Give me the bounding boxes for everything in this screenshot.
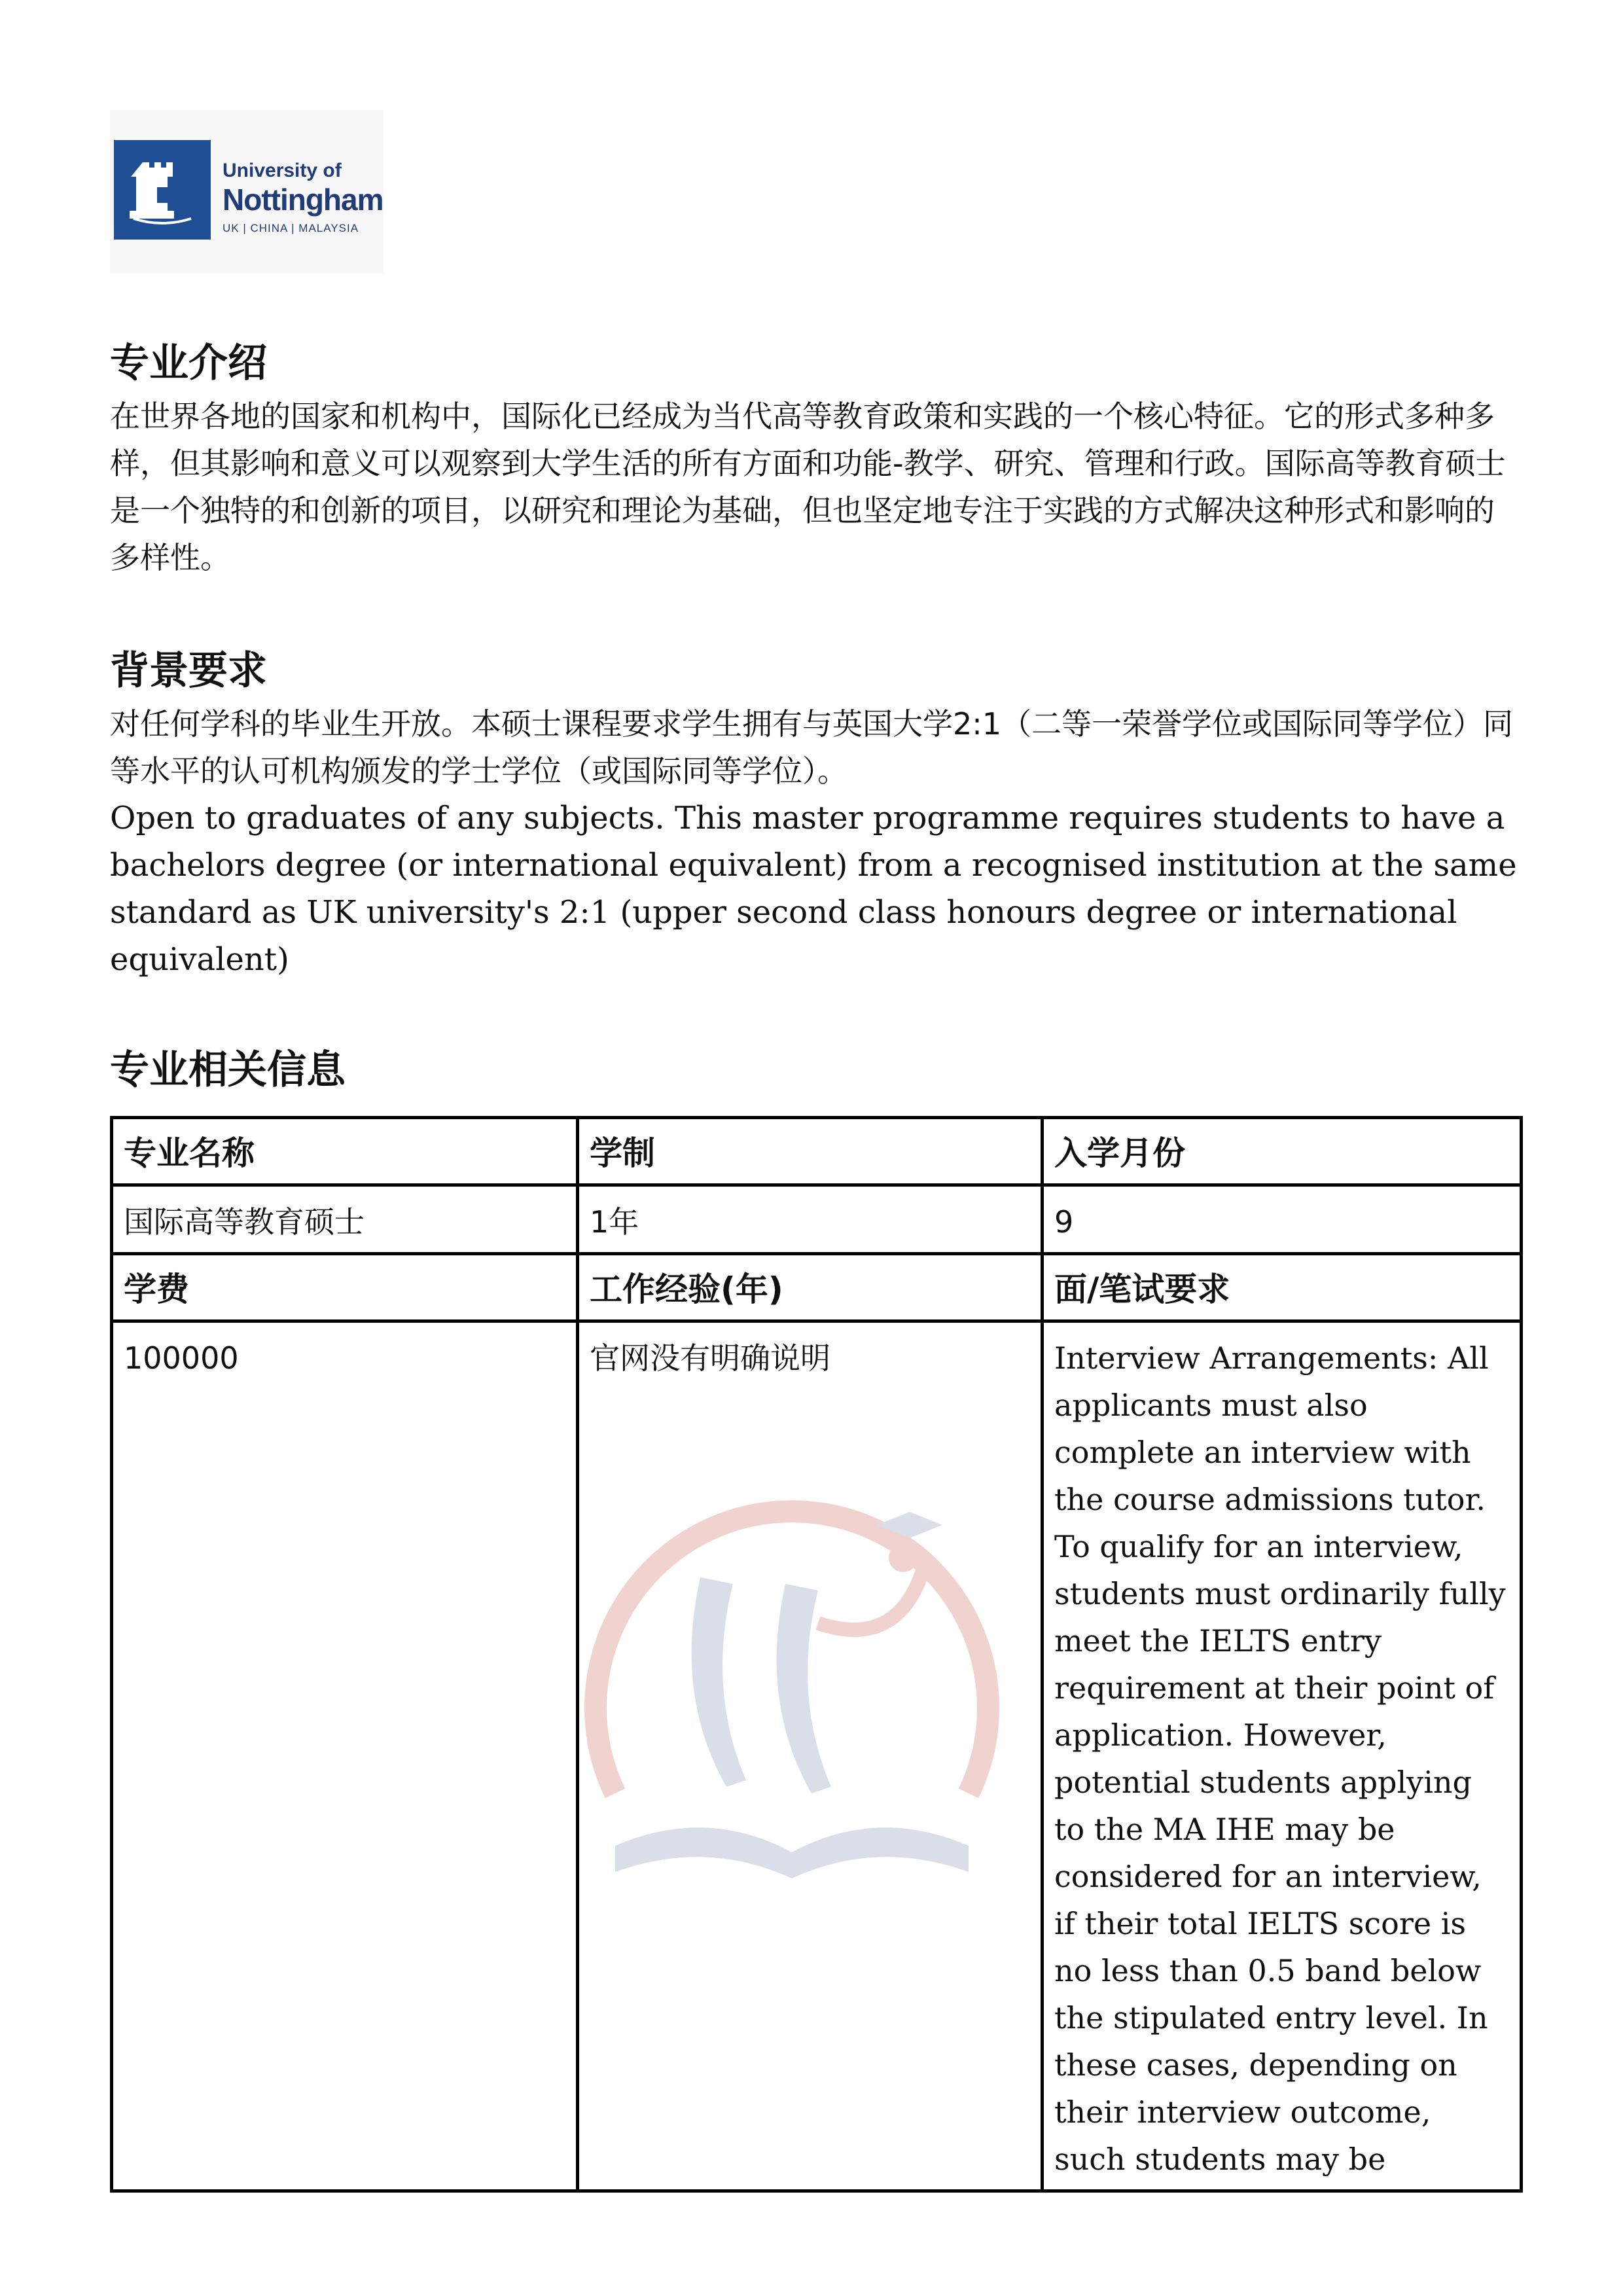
background-heading: 背景要求 xyxy=(110,648,267,694)
info-table xyxy=(110,1116,1523,2193)
table-header-tuition: 学费 xyxy=(112,1254,578,1321)
logo-line-1: University of xyxy=(223,160,342,181)
table-row xyxy=(112,1185,1522,1254)
table-row xyxy=(112,1118,1522,1185)
university-name xyxy=(223,161,383,234)
table-row xyxy=(112,1321,1522,2191)
info-heading: 专业相关信息 xyxy=(110,1047,346,1093)
table-cell-duration: 1年 xyxy=(578,1185,1043,1254)
table-header-major-name: 专业名称 xyxy=(112,1118,578,1185)
table-header-interview-requirement: 面/笔试要求 xyxy=(1043,1254,1522,1321)
table-header-duration: 学制 xyxy=(578,1118,1043,1185)
table-cell-work-experience: 官网没有明确说明 xyxy=(578,1321,1043,2191)
table-cell-intake-month: 9 xyxy=(1043,1185,1522,1254)
logo-line-2: Nottingham xyxy=(223,183,383,217)
table-cell-major-name: 国际高等教育硕士 xyxy=(112,1185,578,1254)
table-header-intake-month: 入学月份 xyxy=(1043,1118,1522,1185)
intro-text: 在世界各地的国家和机构中，国际化已经成为当代高等教育政策和实践的一个核心特征。它的形式多种多样，但其影响和意义可以观察到大学生活的所有方面和功能-教学、研究、管理和行政。国际高等教育硕士是一个独特的和创新的项目，以研究和理论为基础，但也坚定地专注于实践的方式解决这种形式和影响的多样性。 xyxy=(110,399,1506,575)
logo-line-3: UK | CHINA | MALAYSIA xyxy=(223,222,359,234)
table-cell-interview-requirement: Interview Arrangements: All applicants must also complete an interview with the course admissions tutor. To qualify for an interview, students must ordinarily fully meet the IELTS entry requirement at their point of application. However, potential students applying to the MA IHE may be considered for an interview, if their total IELTS score is no less than 0.5 band below the stipulated entry level. In these cases, depending on their interview outcome, such students may be xyxy=(1043,1321,1522,2191)
university-logo xyxy=(110,110,383,274)
castle-crest-icon xyxy=(114,140,211,240)
table-row xyxy=(112,1254,1522,1321)
table-cell-tuition: 100000 xyxy=(112,1321,578,2191)
background-text-en: Open to graduates of any subjects. This master programme requires students to have a bachelors degree (or international equivalent) from a recognised institution at the same standard as UK university's 2:1 (upper second class honours degree or international equivalent) xyxy=(110,800,1517,978)
table-header-work-experience: 工作经验(年) xyxy=(578,1254,1043,1321)
background-text-cn: 对任何学科的毕业生开放。本硕士课程要求学生拥有与英国大学2:1（二等一荣誉学位或国际同等学位）同等水平的认可机构颁发的学士学位（或国际同等学位）。 xyxy=(110,706,1514,789)
intro-heading: 专业介绍 xyxy=(110,340,267,386)
